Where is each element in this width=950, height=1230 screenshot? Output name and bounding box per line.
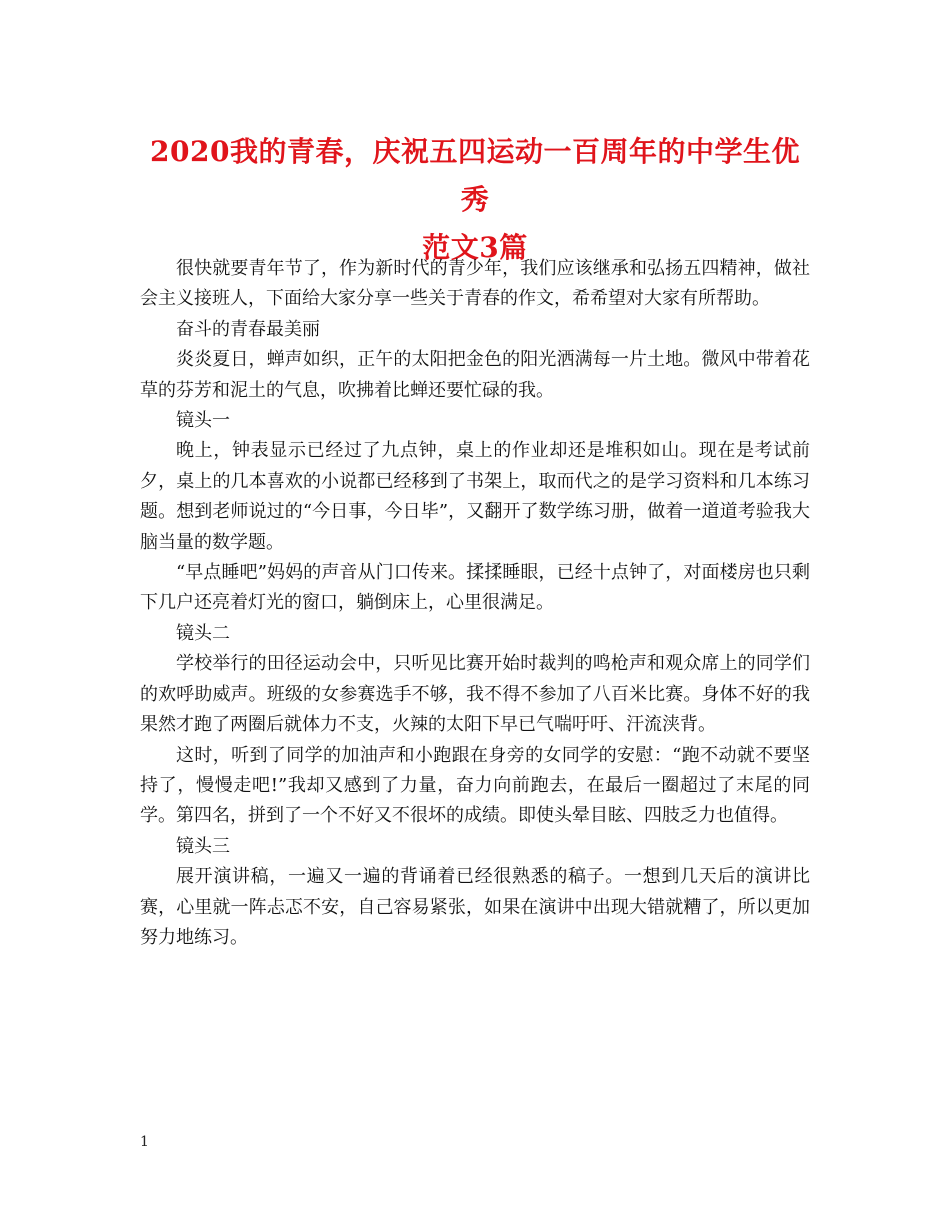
title-line-1: 2020我的青春，庆祝五四运动一百周年的中学生优秀 <box>150 135 800 216</box>
document-title <box>140 128 810 272</box>
paragraph: 学校举行的田径运动会中，只听见比赛开始时裁判的鸣枪声和观众席上的同学们的欢呼助威声。班级的女参赛选手不够，我不得不参加了八百米比赛。身体不好的我果然才跑了两圈后就体力不支，火辣的太阳下早已气喘吁吁、汗流浃背。 <box>140 653 810 736</box>
paragraph: 展开演讲稿，一遍又一遍的背诵着已经很熟悉的稿子。一想到几天后的演讲比赛，心里就一阵忐忑不安，自己容易紧张，如果在演讲中出现大错就糟了，所以更加努力地练习。 <box>140 866 810 948</box>
document-body <box>140 254 810 953</box>
paragraph: 这时，听到了同学的加油声和小跑跟在身旁的女同学的安慰：“跑不动就不要坚持了，慢慢走吧!”我却又感到了力量，奋力向前跑去，在最后一圈超过了末尾的同学。第四名，拼到了一个不好又不很坏的成绩。即使头晕目眩、四肢乏力也值得。 <box>140 744 810 827</box>
page-number: 1 <box>140 1134 149 1150</box>
scene-heading-1: 镜头一 <box>176 410 230 432</box>
scene-heading-3: 镜头三 <box>176 835 230 857</box>
scene-heading-2: 镜头二 <box>176 622 230 644</box>
title-line-2: 范文3篇 <box>422 231 528 264</box>
paragraph-intro: 很快就要青年节了，作为新时代的青少年，我们应该继承和弘扬五四精神，做社会主义接班人，下面给大家分享一些关于青春的作文，希希望对大家有所帮助。 <box>140 258 810 310</box>
paragraph: 炎炎夏日，蝉声如织，正午的太阳把金色的阳光洒满每一片土地。微风中带着花草的芬芳和泥土的气息，吹拂着比蝉还要忙碌的我。 <box>140 349 810 401</box>
section-heading: 奋斗的青春最美丽 <box>176 318 320 340</box>
paragraph: 晚上，钟表显示已经过了九点钟，桌上的作业却还是堆积如山。现在是考试前夕，桌上的几本喜欢的小说都已经移到了书架上，取而代之的是学习资料和几本练习题。想到老师说过的“今日事，今日毕”，又翻开了数学练习册，做着一道道考验我大脑当量的数学题。 <box>140 440 810 553</box>
paragraph: “早点睡吧”妈妈的声音从门口传来。揉揉睡眼，已经十点钟了，对面楼房也只剩下几户还亮着灯光的窗口，躺倒床上，心里很满足。 <box>140 562 810 614</box>
